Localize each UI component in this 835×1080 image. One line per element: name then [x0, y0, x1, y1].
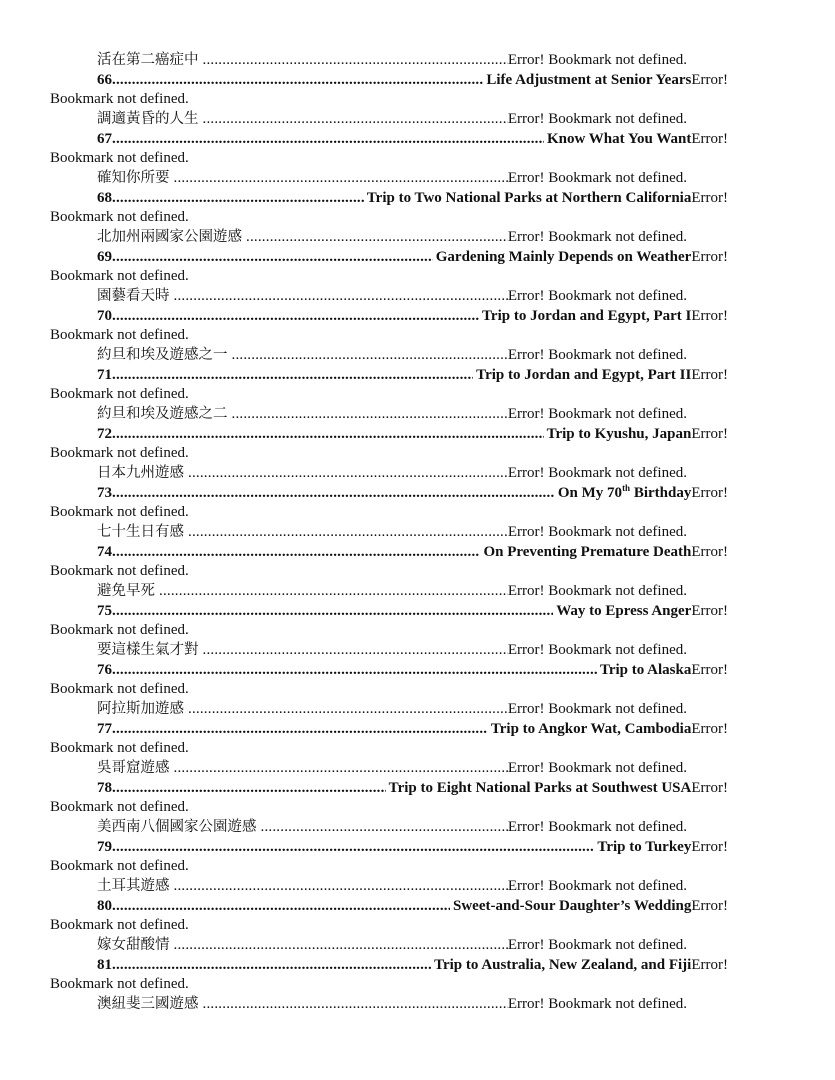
toc-entry-chinese: [50, 817, 728, 837]
toc-entry-chinese: [50, 286, 728, 306]
toc-entry-chinese: [50, 168, 728, 188]
toc-entry-number: 78: [97, 780, 112, 796]
toc-leader-dots: [112, 247, 433, 267]
toc-error-continuation: Bookmark not defined.: [50, 976, 189, 992]
toc-english-line[interactable]: [97, 601, 728, 621]
toc-error-start: Error!: [691, 131, 728, 147]
toc-entry: [50, 365, 728, 404]
toc-leader-dots: [112, 896, 450, 916]
toc-error-text: Error! Bookmark not defined.: [507, 347, 687, 363]
toc-chinese-title: 嫁女甜酸情: [97, 937, 170, 953]
toc-entry: [50, 542, 728, 581]
toc-chinese-title: 約旦和埃及遊感之一: [97, 347, 228, 363]
toc-english-line[interactable]: [97, 306, 728, 326]
toc-error-continuation: Bookmark not defined.: [50, 504, 189, 520]
toc-error-text: Error! Bookmark not defined.: [507, 760, 687, 776]
toc-leader-dots: [203, 994, 508, 1014]
toc-chinese-title: 活在第二癌症中: [97, 52, 199, 68]
toc-error-continuation: Bookmark not defined.: [50, 740, 189, 756]
toc-english-title: On Preventing Premature Death: [483, 544, 692, 560]
toc-leader-dots: [174, 758, 508, 778]
toc-leader-dots: [112, 660, 597, 680]
toc-error-continuation: Bookmark not defined.: [50, 268, 189, 284]
toc-chinese-line[interactable]: [97, 699, 687, 719]
toc-leader-dots: [188, 699, 508, 719]
toc-error-text: Error! Bookmark not defined.: [507, 701, 687, 717]
toc-english-title: Way to Epress Anger: [556, 603, 692, 619]
toc-entry: [50, 896, 728, 935]
toc-leader-dots: [112, 188, 364, 208]
toc-chinese-title: 阿拉斯加遊感: [97, 701, 184, 717]
toc-chinese-title: 七十生日有感: [97, 524, 184, 540]
toc-english-line[interactable]: [97, 129, 728, 149]
toc-error-start: Error!: [691, 367, 728, 383]
toc-entry-chinese: [50, 581, 728, 601]
toc-leader-dots: [174, 168, 508, 188]
toc-entry-first: [50, 50, 728, 70]
toc-error-text: Error! Bookmark not defined.: [507, 878, 687, 894]
toc-leader-dots: [112, 306, 479, 326]
toc-entry-number: 68: [97, 190, 112, 206]
toc-error-start: Error!: [691, 603, 728, 619]
toc-error-continuation: Bookmark not defined.: [50, 209, 189, 225]
toc-error-text: Error! Bookmark not defined.: [507, 996, 687, 1012]
toc-entry: [50, 719, 728, 758]
toc-english-line[interactable]: [97, 837, 728, 857]
toc-english-title: Trip to Jordan and Egypt, Part II: [476, 367, 692, 383]
toc-chinese-line[interactable]: [97, 227, 687, 247]
toc-entry-number: 79: [97, 839, 112, 855]
toc-entry-chinese: [50, 463, 728, 483]
toc-chinese-title: 澳紐斐三國遊感: [97, 996, 199, 1012]
toc-chinese-line[interactable]: [97, 286, 687, 306]
toc-chinese-line[interactable]: [97, 50, 687, 70]
toc-error-continuation: Bookmark not defined.: [50, 563, 189, 579]
toc-entry-number: 72: [97, 426, 112, 442]
toc-english-title-part: On My 70: [557, 485, 623, 501]
toc-error-start: Error!: [691, 662, 728, 678]
toc-leader-dots: [112, 719, 488, 739]
toc-english-title: [555, 483, 691, 503]
toc-entry: [50, 188, 728, 227]
toc-chinese-line[interactable]: [97, 345, 687, 365]
toc-error-text: Error! Bookmark not defined.: [507, 111, 687, 127]
toc-error-continuation: Bookmark not defined.: [50, 681, 189, 697]
toc-leader-dots: [188, 522, 508, 542]
toc-error-start: Error!: [691, 249, 728, 265]
toc-leader-dots: [188, 463, 508, 483]
toc-chinese-line[interactable]: [97, 404, 687, 424]
toc-leader-dots: [203, 109, 508, 129]
toc-error-start: Error!: [691, 544, 728, 560]
toc-chinese-line[interactable]: [97, 581, 687, 601]
toc-chinese-title: 確知你所要: [97, 170, 170, 186]
toc-english-title: Know What You Want: [546, 131, 692, 147]
toc-entry: [50, 955, 728, 994]
toc-error-continuation: Bookmark not defined.: [50, 799, 189, 815]
toc-error-start: Error!: [691, 485, 728, 501]
toc-chinese-line[interactable]: [97, 168, 687, 188]
toc-english-title: Gardening Mainly Depends on Weather: [435, 249, 692, 265]
toc-english-title: Trip to Alaska: [599, 662, 692, 678]
toc-entry: [50, 424, 728, 463]
toc-entry-number: 76: [97, 662, 112, 678]
toc-english-line[interactable]: [97, 424, 728, 444]
toc-error-text: Error! Bookmark not defined.: [507, 583, 687, 599]
toc-english-line[interactable]: [97, 365, 728, 385]
toc-error-continuation: Bookmark not defined.: [50, 917, 189, 933]
toc-chinese-line[interactable]: [97, 463, 687, 483]
toc-entry-chinese: [50, 699, 728, 719]
toc-chinese-line[interactable]: [97, 935, 687, 955]
toc-error-continuation: Bookmark not defined.: [50, 150, 189, 166]
toc-entry-chinese: [50, 876, 728, 896]
toc-chinese-title: 吳哥窟遊感: [97, 760, 170, 776]
toc-leader-dots: [232, 345, 508, 365]
toc-english-title: Trip to Eight National Parks at Southwest USA: [388, 780, 692, 796]
toc-error-start: Error!: [691, 308, 728, 324]
toc-english-line[interactable]: [97, 660, 728, 680]
toc-entry: [50, 601, 728, 640]
toc-leader-dots: [112, 365, 473, 385]
toc-error-continuation: Bookmark not defined.: [50, 327, 189, 343]
toc-chinese-line[interactable]: [97, 640, 687, 660]
toc-entry-chinese: [50, 640, 728, 660]
toc-entry-list: [50, 70, 728, 1014]
toc-chinese-line[interactable]: [97, 522, 687, 542]
toc-error-start: Error!: [691, 72, 728, 88]
toc-english-line[interactable]: [97, 70, 728, 90]
toc-entry: [50, 70, 728, 109]
toc-leader-dots: [112, 955, 431, 975]
toc-entry-number: 67: [97, 131, 112, 147]
toc-english-line[interactable]: [97, 778, 728, 798]
toc-entry-number: 71: [97, 367, 112, 383]
toc-leader-dots: [112, 70, 483, 90]
toc-leader-dots: [246, 227, 508, 247]
toc-error-start: Error!: [691, 721, 728, 737]
toc-leader-dots: [174, 876, 508, 896]
toc-english-line[interactable]: [97, 955, 728, 975]
toc-entry-number: 73: [97, 485, 112, 501]
toc-error-start: Error!: [691, 957, 728, 973]
toc-english-title: Trip to Kyushu, Japan: [546, 426, 692, 442]
toc-leader-dots: [112, 601, 553, 621]
toc-entry-number: 81: [97, 957, 112, 973]
toc-entry: [50, 306, 728, 345]
toc-english-title: Life Adjustment at Senior Years: [486, 72, 692, 88]
toc-chinese-line[interactable]: [97, 109, 687, 129]
toc-chinese-title: 約旦和埃及遊感之二: [97, 406, 228, 422]
toc-leader-dots: [203, 640, 508, 660]
toc-entry-chinese: [50, 404, 728, 424]
toc-error-start: Error!: [691, 190, 728, 206]
toc-error-text: Error! Bookmark not defined.: [507, 52, 687, 68]
toc-error-start: Error!: [691, 780, 728, 796]
toc-entry-chinese: [50, 935, 728, 955]
toc-error-text: Error! Bookmark not defined.: [507, 288, 687, 304]
toc-error-continuation: Bookmark not defined.: [50, 858, 189, 874]
toc-english-title-part: Birthday: [630, 485, 692, 501]
toc-leader-dots: [261, 817, 508, 837]
toc-entry-chinese: [50, 227, 728, 247]
toc-entry: [50, 837, 728, 876]
toc-chinese-title: 調適黃昏的人生: [97, 111, 199, 127]
toc-entry: [50, 129, 728, 168]
toc-chinese-title: 要這樣生氣才對: [97, 642, 199, 658]
toc-entry-number: 70: [97, 308, 112, 324]
toc-error-start: Error!: [691, 839, 728, 855]
toc-error-text: Error! Bookmark not defined.: [507, 465, 687, 481]
toc-chinese-title: 園藝看天時: [97, 288, 170, 304]
toc-entry-number: 77: [97, 721, 112, 737]
toc-error-text: Error! Bookmark not defined.: [507, 524, 687, 540]
toc-english-title: Trip to Angkor Wat, Cambodia: [490, 721, 692, 737]
toc-english-title: Trip to Two National Parks at Northern California: [366, 190, 692, 206]
toc-error-text: Error! Bookmark not defined.: [507, 170, 687, 186]
toc-chinese-title: 土耳其遊感: [97, 878, 170, 894]
toc-entry: [50, 483, 728, 522]
toc-error-continuation: Bookmark not defined.: [50, 91, 189, 107]
toc-error-text: Error! Bookmark not defined.: [507, 406, 687, 422]
toc-chinese-line[interactable]: [97, 758, 687, 778]
toc-entry-chinese: [50, 109, 728, 129]
toc-leader-dots: [112, 483, 555, 503]
toc-chinese-title: 日本九州遊感: [97, 465, 184, 481]
toc-english-title: Trip to Australia, New Zealand, and Fiji: [434, 957, 692, 973]
toc-leader-dots: [159, 581, 508, 601]
toc-chinese-title: 美西南八個國家公園遊感: [97, 819, 257, 835]
toc-chinese-line[interactable]: [97, 994, 687, 1014]
toc-english-line[interactable]: [97, 896, 728, 916]
toc-english-line[interactable]: [97, 542, 728, 562]
toc-leader-dots: [112, 542, 480, 562]
toc-entry-number: 66: [97, 72, 112, 88]
toc-entry: [50, 778, 728, 817]
toc-leader-dots: [203, 50, 508, 70]
toc-error-text: Error! Bookmark not defined.: [507, 229, 687, 245]
toc-entry-number: 69: [97, 249, 112, 265]
toc-leader-dots: [232, 404, 508, 424]
toc-chinese-line[interactable]: [97, 817, 687, 837]
toc-english-line[interactable]: [97, 719, 728, 739]
toc-english-title: Trip to Jordan and Egypt, Part I: [482, 308, 692, 324]
toc-leader-dots: [112, 778, 386, 798]
toc-error-start: Error!: [691, 898, 728, 914]
toc-error-continuation: Bookmark not defined.: [50, 386, 189, 402]
toc-entry-chinese: [50, 345, 728, 365]
table-of-contents: [50, 50, 728, 1014]
toc-entry-chinese: [50, 758, 728, 778]
toc-error-text: Error! Bookmark not defined.: [507, 937, 687, 953]
toc-title-superscript: th: [622, 483, 631, 493]
toc-entry-chinese: [50, 522, 728, 542]
toc-error-text: Error! Bookmark not defined.: [507, 819, 687, 835]
toc-leader-dots: [112, 837, 594, 857]
toc-error-text: Error! Bookmark not defined.: [507, 642, 687, 658]
toc-english-title: Trip to Turkey: [597, 839, 692, 855]
toc-error-continuation: Bookmark not defined.: [50, 445, 189, 461]
toc-english-line[interactable]: [97, 247, 728, 267]
toc-chinese-title: 北加州兩國家公園遊感: [97, 229, 242, 245]
toc-entry-number: 80: [97, 898, 112, 914]
toc-entry-number: 75: [97, 603, 112, 619]
toc-leader-dots: [174, 935, 508, 955]
toc-chinese-title: 避免早死: [97, 583, 155, 599]
toc-entry-number: 74: [97, 544, 112, 560]
toc-entry: [50, 247, 728, 286]
toc-entry-chinese: [50, 994, 728, 1014]
toc-error-continuation: Bookmark not defined.: [50, 622, 189, 638]
toc-english-line[interactable]: [97, 483, 728, 503]
toc-chinese-line[interactable]: [97, 876, 687, 896]
toc-error-start: Error!: [691, 426, 728, 442]
toc-leader-dots: [112, 424, 544, 444]
toc-english-title: Sweet-and-Sour Daughter’s Wedding: [452, 898, 692, 914]
toc-leader-dots: [112, 129, 544, 149]
toc-leader-dots: [174, 286, 508, 306]
toc-entry: [50, 660, 728, 699]
toc-english-line[interactable]: [97, 188, 728, 208]
